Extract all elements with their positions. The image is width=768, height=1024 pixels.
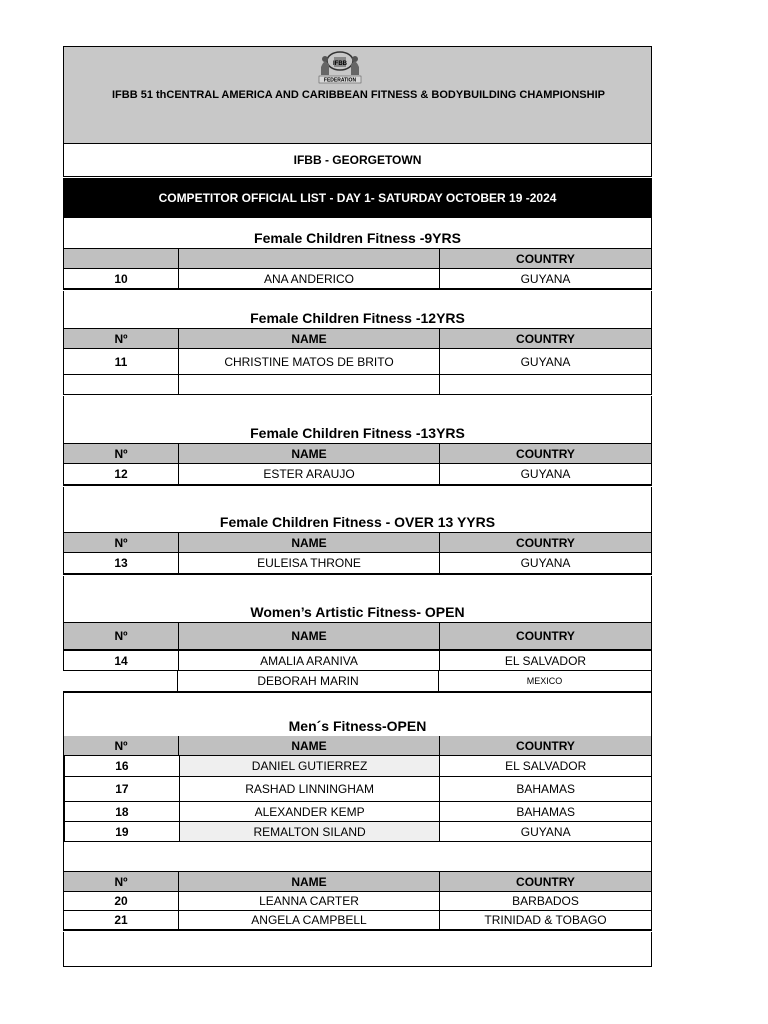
table-header-row <box>63 248 652 269</box>
table-header-row <box>63 736 652 756</box>
logo-text: IFBB <box>333 61 347 67</box>
competitor-number: 18 <box>65 802 180 821</box>
column-name-header: NAME <box>179 533 440 552</box>
competitor-country: BARBADOS <box>512 894 579 908</box>
column-no-header: Nº <box>64 872 179 891</box>
column-country-header: COUNTRY <box>516 874 575 889</box>
column-name-header: NAME <box>179 872 440 891</box>
competitor-country: BAHAMAS <box>516 804 576 819</box>
section-title: Women’s Artistic Fitness- OPEN <box>63 576 652 622</box>
table-row <box>63 671 652 692</box>
competitor-name: ALEXANDER KEMP <box>180 802 441 821</box>
competitor-number <box>63 671 178 691</box>
table-row <box>63 822 652 842</box>
competitor-number: 20 <box>64 892 179 910</box>
section-title: Female Children Fitness - OVER 13 YYRS <box>63 487 652 532</box>
column-country-header: COUNTRY <box>516 331 575 346</box>
competitor-number: 16 <box>65 756 180 776</box>
column-no-header: Nº <box>64 444 179 463</box>
table-header-row <box>63 622 652 650</box>
table-footer-blank <box>63 932 652 967</box>
section-title: Female Children Fitness -9YRS <box>63 218 652 248</box>
competitor-country: EL SALVADOR <box>505 759 587 773</box>
section-title: Men´s Fitness-OPEN <box>63 692 652 736</box>
column-country-header: COUNTRY <box>516 251 575 266</box>
competitor-number: 13 <box>64 553 179 573</box>
competitor-country: GUYANA <box>520 556 571 570</box>
column-no-header: Nº <box>64 329 179 348</box>
column-name-header: NAME <box>179 736 440 755</box>
table-row <box>63 777 652 802</box>
section-title: Female Children Fitness -12YRS <box>63 291 652 328</box>
column-no-header: Nº <box>64 533 179 552</box>
column-name-header <box>179 249 440 268</box>
column-no-header <box>64 249 179 268</box>
competitor-country: GUYANA <box>520 271 571 286</box>
table-row <box>63 911 652 931</box>
competitor-name: DANIEL GUTIERREZ <box>180 756 441 776</box>
table-header-row <box>63 443 652 464</box>
competitor-name: ANA ANDERICO <box>179 269 440 288</box>
table-row <box>63 802 652 822</box>
empty-cell <box>440 375 651 394</box>
competitor-name: AMALIA ARANIVA <box>179 651 440 670</box>
competitor-number: 21 <box>64 911 179 929</box>
table-row <box>63 892 652 911</box>
championship-header <box>63 46 652 144</box>
championship-title: IFBB 51 thCENTRAL AMERICA AND CARIBBEAN FITNESS & BODYBUILDING CHAMPIONSHIP <box>112 89 605 101</box>
competitor-country: EL SALVADOR <box>504 653 587 668</box>
competitor-number: 17 <box>65 777 180 801</box>
competitor-country: MEXICO <box>526 676 563 686</box>
table-row-empty <box>63 375 652 395</box>
competitor-name: LEANNA CARTER <box>179 892 440 910</box>
empty-cell <box>179 375 440 394</box>
column-country-header: COUNTRY <box>516 535 575 550</box>
table-header-row <box>63 328 652 349</box>
competitor-country: GUYANA <box>520 824 571 839</box>
column-country-header: COUNTRY <box>516 738 575 753</box>
competitor-number: 11 <box>64 349 179 374</box>
column-country-header: COUNTRY <box>516 446 575 461</box>
ifbb-logo <box>315 47 365 85</box>
logo-subtext: FEDERATION <box>323 77 357 84</box>
table-row <box>63 349 652 375</box>
competitor-number: 12 <box>64 464 179 484</box>
column-country-header: COUNTRY <box>516 629 575 643</box>
table-row <box>63 269 652 290</box>
empty-cell <box>64 375 179 394</box>
competitor-country: TRINIDAD & TOBAGO <box>484 913 607 927</box>
table-header-row <box>63 532 652 553</box>
competitor-name: ANGELA CAMPBELL <box>179 911 440 929</box>
column-name-header: NAME <box>179 329 440 348</box>
competitor-name: ESTER ARAUJO <box>179 464 440 484</box>
competitor-number: 10 <box>64 269 179 288</box>
competitor-name: CHRISTINE MATOS DE BRITO <box>179 349 440 374</box>
table-row <box>63 553 652 575</box>
competitor-name: RASHAD LINNINGHAM <box>180 777 441 801</box>
list-title: COMPETITOR OFFICIAL LIST - DAY 1- SATURDAY OCTOBER 19 -2024 <box>63 178 652 218</box>
column-no-header: Nº <box>64 623 179 649</box>
column-no-header: Nº <box>64 736 179 755</box>
location-label: IFBB - GEORGETOWN <box>63 144 652 177</box>
competitor-number: 19 <box>65 822 180 841</box>
section-title: Female Children Fitness -13YRS <box>63 396 652 443</box>
competitor-name: DEBORAH MARIN <box>178 671 439 691</box>
table-row <box>63 650 652 671</box>
table-row <box>63 756 652 777</box>
table-row <box>63 464 652 486</box>
competitor-country: BAHAMAS <box>516 782 576 796</box>
competitor-country: GUYANA <box>520 354 571 369</box>
competitor-number: 14 <box>64 651 179 670</box>
competitor-country: GUYANA <box>520 467 571 481</box>
section-spacer <box>63 842 652 871</box>
competitor-name: REMALTON SILAND <box>180 822 441 841</box>
column-name-header: NAME <box>179 623 440 649</box>
table-header-row <box>63 871 652 892</box>
column-name-header: NAME <box>179 444 440 463</box>
competitor-name: EULEISA THRONE <box>179 553 440 573</box>
